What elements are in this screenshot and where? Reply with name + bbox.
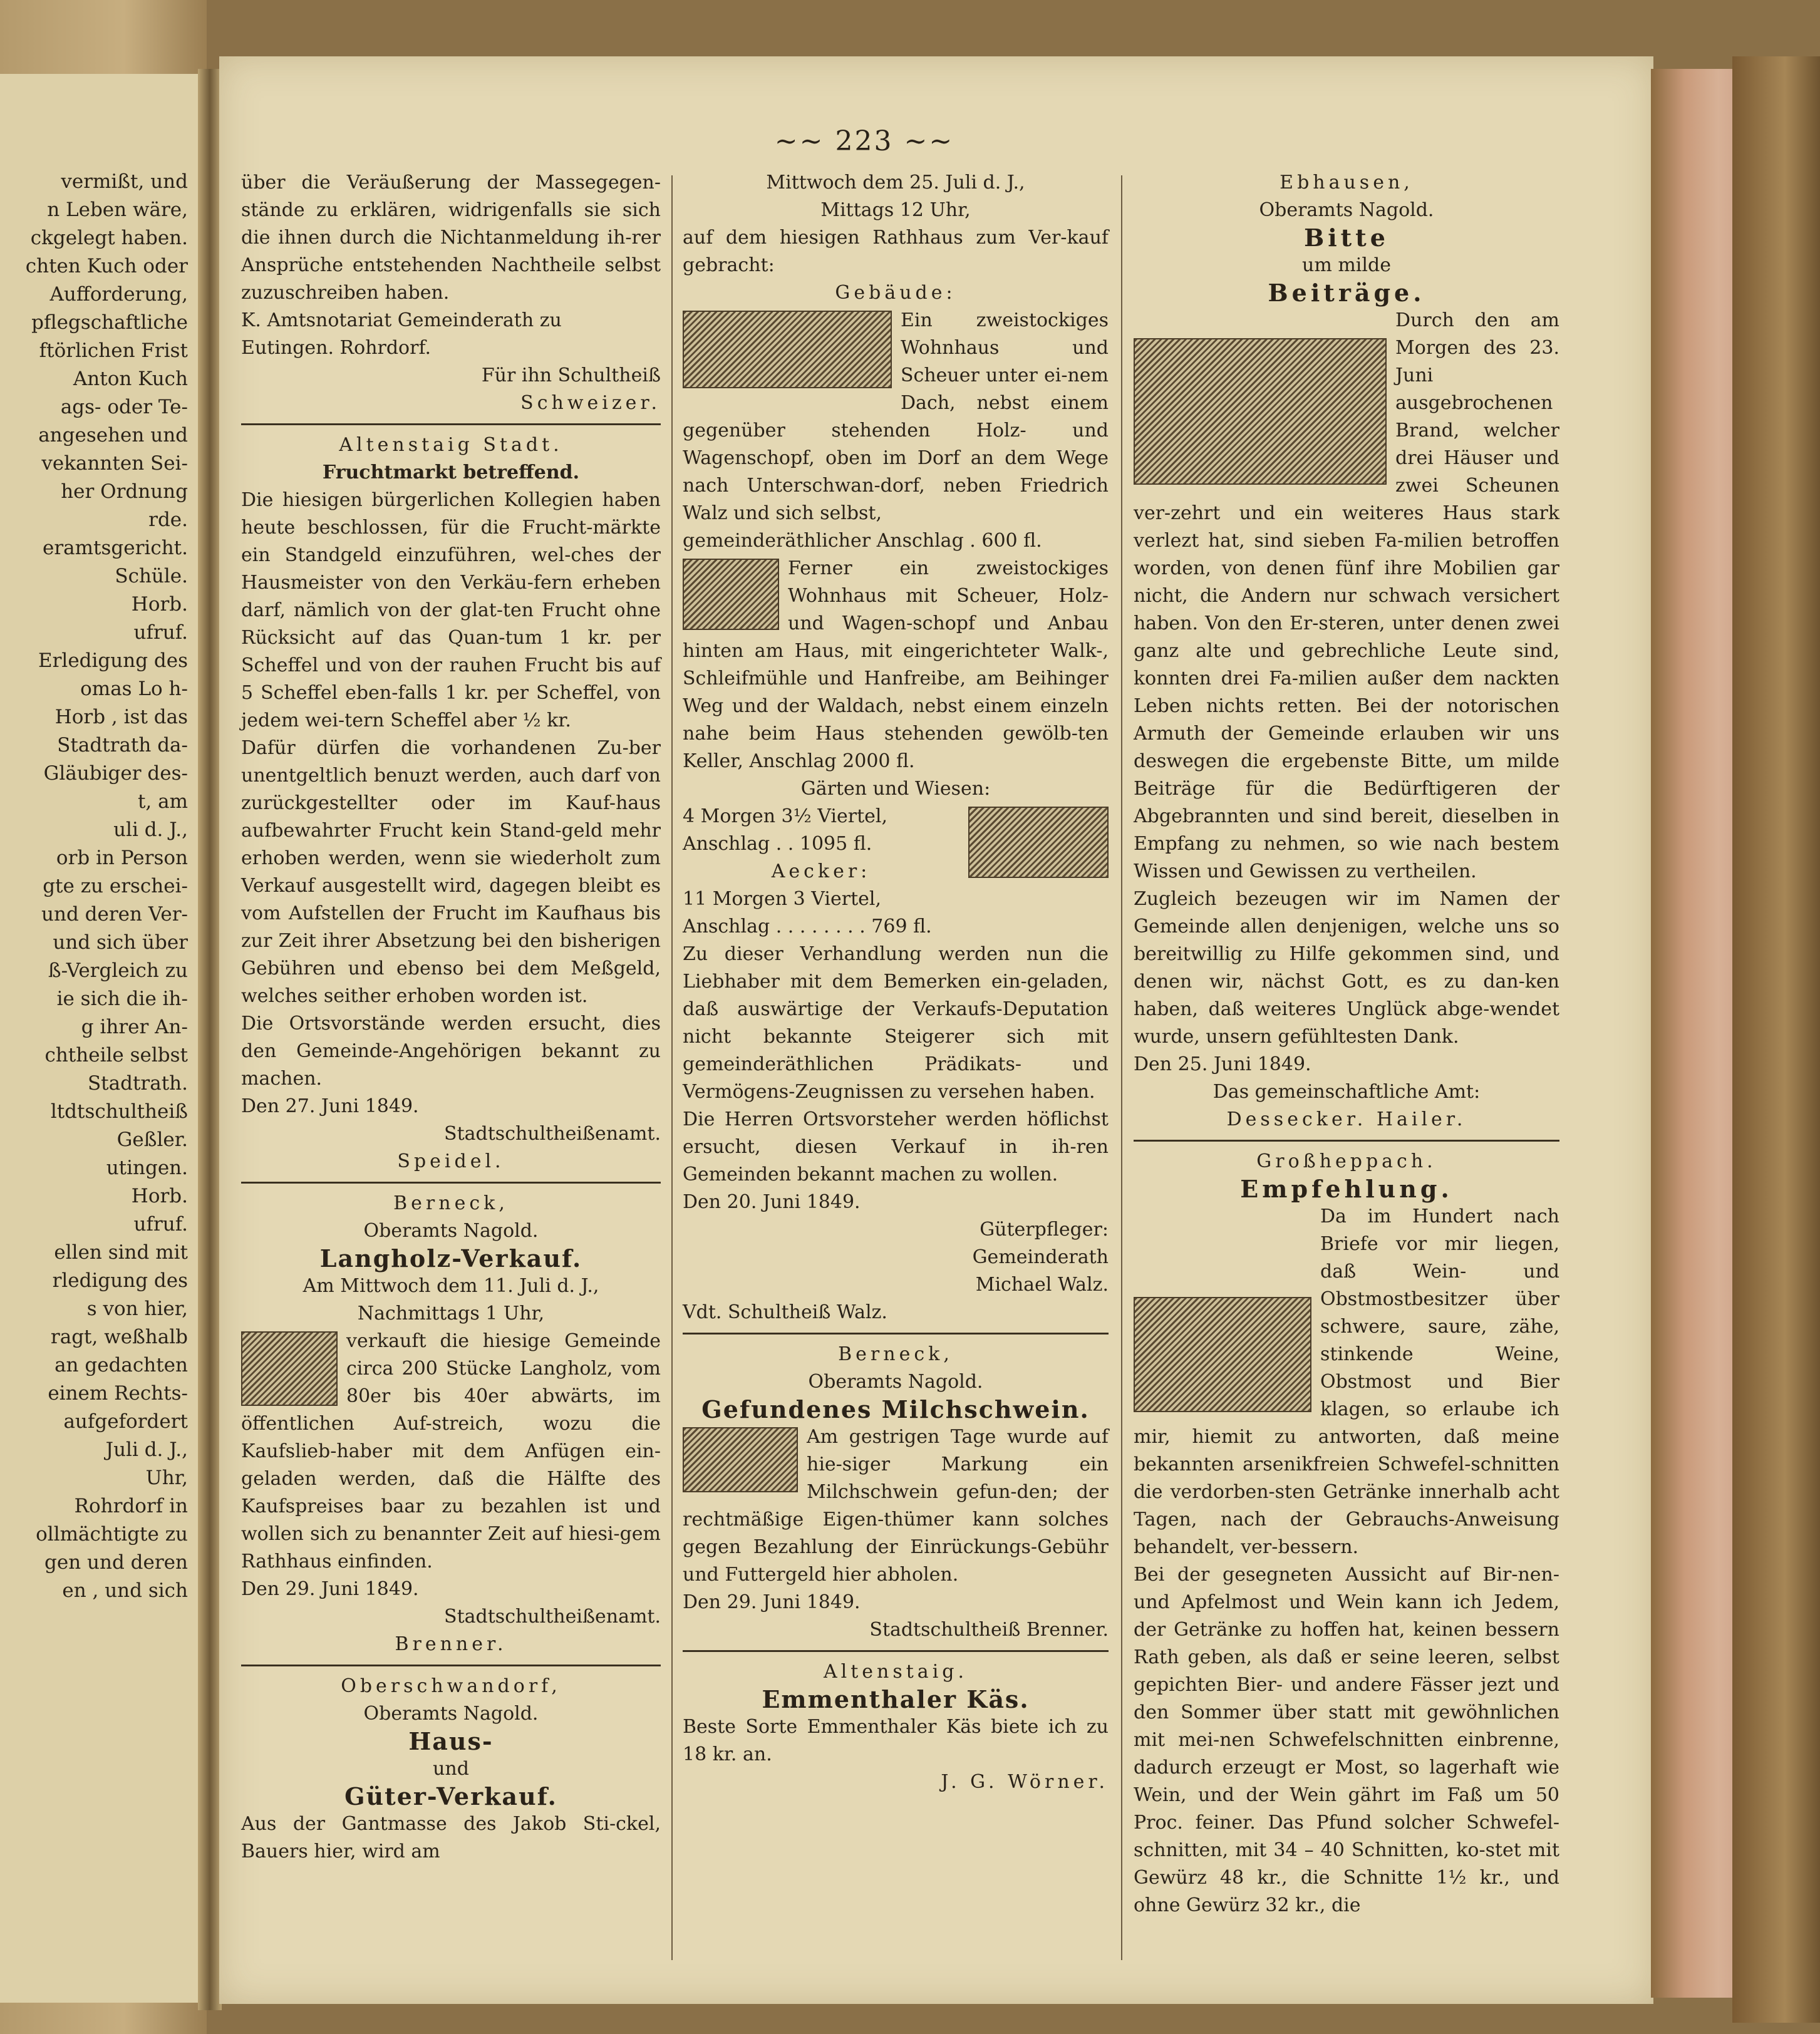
ad-signature: Stadtschultheißenamt.	[444, 1123, 661, 1145]
ad-signature: Dessecker. Hailer.	[1226, 1108, 1467, 1130]
ad-title: Bitte	[1304, 224, 1389, 252]
ad-heading: Aecker:	[771, 860, 871, 882]
left-fragment-line: t, am	[137, 790, 188, 813]
left-fragment-line: eramtsgericht.	[43, 537, 188, 559]
ad-title: Haus-	[408, 1727, 494, 1755]
column-3	[1134, 169, 1559, 1919]
left-fragment-line: Aufforderung,	[49, 283, 188, 306]
left-fragment-line: und deren Ver-	[41, 903, 188, 926]
divider	[1134, 1140, 1559, 1142]
ad-signature: Speidel.	[397, 1150, 505, 1172]
ad-signature: Das gemeinschaftliche Amt:	[1212, 1081, 1481, 1103]
left-fragment-line: gte zu erschei-	[43, 875, 188, 897]
ad-date: Den 29. Juni 1849.	[241, 1578, 419, 1600]
left-fragment-line: her Ordnung	[61, 480, 188, 503]
left-fragment-line: an gedachten	[54, 1354, 188, 1376]
woodcut-writer-illustration	[241, 1331, 338, 1406]
divider	[241, 423, 661, 425]
ad-paragraph: Da im Hundert nach Briefe vor mir liegen, daß Wein- und Obstmostbesitzer über schwere, saure, zähe, stinkende Weine, Obstmost und Bier klagen, so erlaube ich mir, hiemit zu antworten, daß meine bekannten arsenikfreien Schwefel-schnitten die verdorben-sten Getränke innerhalb acht Tagen, nach der Gebrauchs-Anweisung behandelt, ver-bessern.	[1134, 1205, 1559, 1558]
ad-date: Den 25. Juni 1849.	[1134, 1053, 1311, 1075]
ad-place: Berneck,	[838, 1343, 953, 1365]
divider	[241, 1665, 661, 1666]
left-fragment-line: ragt, weßhalb	[50, 1326, 188, 1348]
woodcut-village-illustration	[968, 807, 1109, 878]
ad-title: Fruchtmarkt betreffend.	[322, 462, 580, 483]
ad-title: Güter-Verkauf.	[344, 1782, 557, 1810]
column-rule	[671, 175, 673, 1960]
woodcut-fire-illustration	[1134, 338, 1387, 485]
ad-signature: Stadtschultheiß Brenner.	[869, 1619, 1109, 1641]
ad-title: um milde	[1302, 254, 1391, 276]
signature-line: Für ihn Schultheiß	[481, 364, 661, 386]
left-fragment-line: ckgelegt haben.	[30, 227, 188, 249]
left-fragment-line: Gläubiger des-	[43, 762, 188, 785]
ad-signature: Michael Walz.	[975, 1274, 1109, 1296]
left-fragment-line: ufruf.	[133, 1213, 188, 1236]
ad-paragraph: Ferner ein zweistockiges Wohnhaus mit Scheuer, Holz- und Wagen-schopf und Anbau hinten am Haus, mit eingerichteter Walk-, Schleifmühle und Hanfreibe, am Beihinger Weg und der Waldach, nebst einem einzeln nahe beim Haus stehenden gewölb-ten Keller, Anschlag 2000 fl.	[683, 557, 1109, 772]
ad-paragraph: Die Herren Ortsvorsteher werden höflichst ersucht, diesen Verkauf in ih-ren Gemeinden bekannt machen zu wollen.	[683, 1108, 1109, 1185]
column-2	[683, 169, 1109, 1796]
ad-paragraph: Die hiesigen bürgerlichen Kollegien haben heute beschlossen, für die Frucht-märkte ein Standgeld einzuführen, wel-ches der Hausmeister von den Verkäu-fern erheben darf, nämlich von der glat-ten Frucht ohne Rücksicht auf das Quan-tum 1 kr. per Scheffel und von der rauhen Frucht bis auf 5 Scheffel eben-falls 1 kr. per Scheffel, von jedem wei-tern Scheffel aber ½ kr.	[241, 489, 661, 731]
left-fragment-line: n Leben wäre,	[47, 199, 188, 221]
ad-title: und	[433, 1758, 469, 1780]
ad-date: Den 29. Juni 1849.	[683, 1591, 861, 1613]
column-1	[241, 169, 661, 1866]
left-fragment-line: vekannten Sei-	[41, 452, 188, 475]
ad-paragraph: gemeinderäthlicher Anschlag . 600 fl.	[683, 530, 1042, 552]
left-fragment-line: Rohrdorf in	[74, 1495, 188, 1517]
left-fragment-line: gen und deren	[44, 1551, 188, 1574]
ad-place: Altenstaig Stadt.	[339, 434, 563, 456]
ad-line: Mittags 12 Uhr,	[820, 199, 971, 221]
left-fragment-line: angesehen und	[38, 424, 188, 447]
left-fragment-line: chten Kuch oder	[25, 255, 188, 277]
woodcut-pig-illustration	[683, 1427, 798, 1492]
left-fragment-line: Erledigung des	[38, 649, 188, 672]
ad-paragraph: Zu dieser Verhandlung werden nun die Liebhaber mit dem Bemerken ein-geladen, daß auswärtige der Verkaufs-Deputation nicht bekannte Steigerer sich mit gemeinderäthlichen Prädikats- und Vermögens-Zeugnissen zu versehen haben.	[683, 943, 1109, 1103]
ad-title: Gefundenes Milchschwein.	[701, 1395, 1090, 1423]
left-fragment-line: pflegschaftliche	[31, 311, 188, 334]
left-fragment-line: ß-Vergleich zu	[48, 959, 188, 982]
left-fragment-line: rledigung des	[52, 1269, 188, 1292]
left-fragment-line: ollmächtigte zu	[36, 1523, 188, 1546]
divider	[241, 1182, 661, 1184]
ad-paragraph: Beste Sorte Emmenthaler Käs biete ich zu 18 kr. an.	[683, 1716, 1109, 1765]
left-fragment-line: einem Rechts-	[48, 1382, 188, 1405]
left-fragment-line: ie sich die ih-	[56, 988, 188, 1010]
left-fragment-line: Schüle.	[115, 565, 188, 587]
left-fragment-line: s von hier,	[86, 1298, 188, 1320]
left-fragment-line: g ihrer An-	[81, 1016, 188, 1038]
ad-title: Empfehlung.	[1240, 1175, 1453, 1203]
ad-signature: Gemeinderath	[972, 1246, 1109, 1268]
ad-paragraph: Ein zweistockiges Wohnhaus und Scheuer unter ei-nem Dach, nebst einem gegenüber stehenden Holz- und Wagenschopf, oben im Dorf an dem Wege nach Unterschwan-dorf, neben Friedrich Walz und sich selbst,	[683, 309, 1109, 524]
ad-subplace: Oberamts Nagold.	[808, 1371, 983, 1393]
ad-title: Emmenthaler Käs.	[762, 1685, 1030, 1713]
ad-line: 11 Morgen 3 Viertel,	[683, 888, 882, 910]
left-page-fragment	[0, 74, 200, 2003]
ad-line: Mittwoch dem 25. Juli d. J.,	[766, 172, 1025, 194]
woodcut-house-illustration	[683, 311, 892, 388]
gutter	[198, 69, 222, 2010]
ad-line: auf dem hiesigen Rathhaus zum Ver-kauf gebracht:	[683, 227, 1109, 276]
woodcut-mill-illustration	[683, 559, 779, 630]
left-fragment-line: en , und sich	[62, 1579, 188, 1602]
left-fragment-line: aufgefordert	[63, 1410, 188, 1433]
ad-paragraph: Zugleich bezeugen wir im Namen der Gemeinde allen denjenigen, welche uns so bereitwillig zu Hilfe gekommen sind, und denen wir, nächst Gott, es zu dan-ken haben, daß weiteres Unglück abge-wendet wurde, unsern gefühltesten Dank.	[1134, 888, 1559, 1048]
ad-place: Berneck,	[393, 1192, 509, 1214]
ad-date: Den 20. Juni 1849.	[683, 1191, 861, 1213]
ad-signature: Vdt. Schultheiß Walz.	[683, 1301, 887, 1323]
ad-place: Oberschwandorf,	[341, 1675, 561, 1697]
ad-place: Altenstaig.	[823, 1661, 968, 1683]
ad-paragraph: verkauft die hiesige Gemeinde circa 200 Stücke Langholz, vom 80er bis 40er abwärts, im öffentlichen Auf-streich, wozu die Kaufslieb-haber mit dem Anfügen ein-geladen werden, daß die Hälfte des Kaufspreises baar zu bezahlen ist und wollen sich zu benannter Zeit auf hiesi-gem Rathhaus einfinden.	[241, 1330, 661, 1572]
left-fragment-line: Stadtrath.	[87, 1072, 188, 1095]
ad-date: Den 27. Juni 1849.	[241, 1095, 419, 1117]
left-fragment-line: omas Lo h-	[80, 678, 188, 700]
divider	[683, 1650, 1109, 1652]
ad-paragraph: Bei der gesegneten Aussicht auf Bir-nen- und Apfelmost und Wein kann ich Jedem, der Getränke zu hoffen hat, keinen bessern Rath geben, als daß er seine leeren, selbst gepichten Bier- und andere Fässer jezt und den Sommer über statt mit gewöhnlichen mit mei-nen Schwefelschnitten einbrenne, dadurch erzeugt er Most, so lagerhaft wie Wein, und der Wein gährt im Faß um 50 Proc. feiner. Das Pfund solcher Schwefel-schnitten, mit 34 – 40 Schnitten, ko-stet mit Gewürz 48 kr., die Schnitte 1½ kr., und ohne Gewürz 32 kr., die	[1134, 1564, 1559, 1916]
left-fragment-line: ags- oder Te-	[60, 396, 188, 418]
ad-line: Nachmittags 1 Uhr,	[357, 1303, 545, 1324]
left-fragment-line: uli d. J.,	[113, 818, 188, 841]
page-number: ~~ 223 ~~	[774, 125, 954, 157]
ad-signature: Brenner.	[395, 1633, 507, 1655]
left-fragment-column	[0, 168, 188, 1605]
signature-line: Eutingen. Rohrdorf.	[241, 337, 432, 359]
column-rule	[1121, 175, 1122, 1960]
ad-signature: J. G. Wörner.	[941, 1771, 1109, 1793]
ad-title: Beiträge.	[1268, 279, 1425, 307]
ad-heading: Gärten und Wiesen:	[800, 778, 991, 800]
left-fragment-line: chtheile selbst	[44, 1044, 188, 1066]
book-binding	[1732, 56, 1820, 2023]
left-fragment-line: Geßler.	[116, 1128, 188, 1151]
left-fragment-line: Stadtrath da-	[57, 734, 188, 756]
left-fragment-line: Horb.	[131, 1185, 188, 1207]
ad-paragraph: Die Ortsvorstände werden ersucht, dies den Gemeinde-Angehörigen bekannt zu machen.	[241, 1013, 661, 1090]
left-fragment-line: ellen sind mit	[54, 1241, 188, 1264]
left-fragment-line: ltdtschultheiß	[50, 1100, 188, 1123]
woodcut-barrel-illustration	[1134, 1297, 1311, 1412]
signature-line: K. Amtsnotariat Gemeinderath zu	[241, 309, 562, 331]
left-fragment-line: orb in Person	[56, 847, 188, 869]
ad-subplace: Oberamts Nagold.	[363, 1220, 539, 1242]
left-fragment-line: Horb , ist das	[54, 706, 188, 728]
divider	[683, 1333, 1109, 1334]
left-fragment-line: Anton Kuch	[73, 368, 188, 390]
intro-text: über die Veräußerung der Massegegen-stände zu erklären, widrigenfalls sie sich die ihnen durch die Nichtanmeldung ih-rer Ansprüche entstehenden Nachtheile selbst zuzuschreiben haben.	[241, 172, 661, 304]
ad-heading: Gebäude:	[835, 282, 956, 304]
left-fragment-line: Horb.	[131, 593, 188, 616]
left-fragment-line: Juli d. J.,	[105, 1438, 188, 1461]
ad-paragraph: Dafür dürfen die vorhandenen Zu-ber unentgeltlich benuzt werden, auch darf von zurückgestellter oder im Kauf-haus aufbewahrter Frucht kein Stand-geld mehr erhoben werden, wenn sie wiederholt zum Verkauf ausgestellt wird, dagegen bleibt es vom Aufstellen der Frucht im Kaufhaus bis zur Zeit ihrer Absetzung bei den bisherigen Gebühren und ebenso bei dem Meßgeld, welches seither erhoben worden ist.	[241, 737, 661, 1007]
ad-place: Ebhausen,	[1280, 172, 1414, 194]
ad-line: Anschlag . . 1095 fl.	[683, 833, 872, 855]
right-page	[219, 56, 1653, 2004]
left-fragment-line: utingen.	[106, 1157, 188, 1179]
ad-signature: Güterpfleger:	[980, 1219, 1109, 1241]
ad-paragraph: Aus der Gantmasse des Jakob Sti-ckel, Bauers hier, wird am	[241, 1813, 661, 1862]
ad-line: 4 Morgen 3½ Viertel,	[683, 805, 888, 827]
left-fragment-line: rde.	[148, 508, 188, 531]
left-fragment-line: ufruf.	[133, 621, 188, 644]
ad-subplace: Oberamts Nagold.	[363, 1703, 539, 1725]
ad-signature: Stadtschultheißenamt.	[444, 1606, 661, 1628]
ad-line: Anschlag . . . . . . . . 769 fl.	[683, 916, 932, 937]
ad-title: Langholz-Verkauf.	[319, 1244, 582, 1273]
ad-paragraph: Durch den am Morgen des 23. Juni ausgebrochenen Brand, welcher drei Häuser und zwei Scheunen ver-zehrt und ein weiteres Haus stark verlezt hat, sind sieben Fa-milien betroffen worden, von denen fünf ihre Mobilien gar nicht, die Andern nur schwach versichert haben. Von den Er-steren, unter denen zwei ganz alte und gebrechliche Leute sind, konnten drei Fa-milien außer dem nackten Leben nichts retten. Bei der notorischen Armuth der Gemeinde erlauben wir uns deswegen die ergebenste Bitte, um milde Beiträge für die Bedürftigeren der Abgebrannten und sind bereit, dieselben in Empfang zu nehmen, so wie nach bestem Wissen und Gewissen zu vertheilen.	[1134, 309, 1559, 882]
ad-place: Großheppach.	[1256, 1150, 1437, 1172]
left-fragment-line: und sich über	[53, 931, 188, 954]
ad-paragraph: Am gestrigen Tage wurde auf hie-siger Markung ein Milchschwein gefun-den; der rechtmäßige Eigen-thümer kann solches gegen Bezahlung der Einrückungs-Gebühr und Futtergeld hier abholen.	[683, 1426, 1109, 1586]
ad-line: Am Mittwoch dem 11. Juli d. J.,	[302, 1275, 599, 1297]
left-fragment-line: vermißt, und	[61, 170, 188, 193]
left-fragment-line: ftörlichen Frist	[39, 339, 188, 362]
left-fragment-line: Uhr,	[145, 1467, 188, 1489]
ad-subplace: Oberamts Nagold.	[1259, 199, 1434, 221]
signature-name: Schweizer.	[520, 392, 661, 414]
